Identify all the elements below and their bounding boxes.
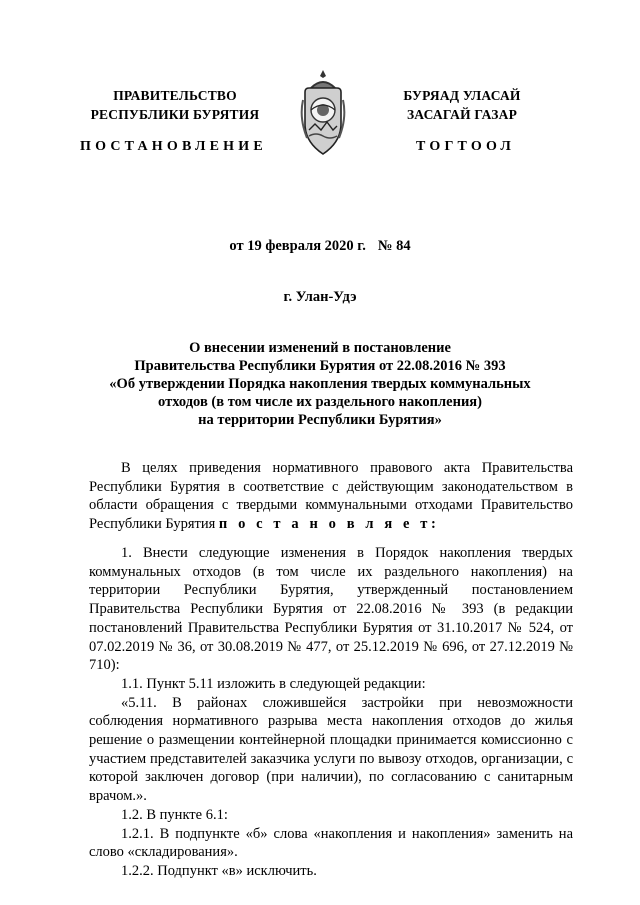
- header-left-line-1: ПРАВИТЕЛЬСТВО: [113, 88, 237, 103]
- header-right: [372, 86, 552, 124]
- title-line: Правительства Республики Бурятия от 22.08.2016 № 393: [134, 358, 506, 374]
- header-right-line-2: ЗАСАГАЙ ГАЗАР: [406, 107, 518, 122]
- paragraph: 1.2.2. Подпункт «в» исключить.: [121, 862, 317, 879]
- title-line: О внесении изменений в постановление: [189, 340, 451, 356]
- intro-text: В целях приведения нормативного правового акта Правительства Республики Бурятия в соответствие с действующим законодательством в области обращения с твердыми коммунальными отходами Правительство Республики Бурятия: [89, 460, 573, 533]
- document-number: № 84: [377, 238, 411, 254]
- header-left: [80, 86, 270, 124]
- title-line: отходов (в том числе их раздельного накопления): [158, 394, 482, 410]
- title-line: на территории Республики Бурятия»: [198, 412, 442, 428]
- coat-of-arms-icon: [297, 66, 349, 162]
- paragraph: 1.1. Пункт 5.11 изложить в следующей редакции:: [121, 675, 426, 692]
- document-date: от 19 февраля 2020 г.: [229, 238, 366, 254]
- header-left-line-2: РЕСПУБЛИКИ БУРЯТИЯ: [90, 107, 260, 122]
- title-line: «Об утверждении Порядка накопления твердых коммунальных: [109, 376, 531, 392]
- header-right-line-1: БУРЯАД УЛАСАЙ: [403, 88, 521, 103]
- date-line: [60, 238, 580, 255]
- paragraph: 1. Внести следующие изменения в Порядок накопления твердых коммунальных отходов (в том числе их раздельного накопления) на территории Республики Бурятия, утвержденный постановлением Правительства Республики Бурятия от 22.08.2016 № 393 (в редакции постановлений Правительства Республики Бурятия от 31.10.2017 № 524, от 07.02.2019 № 36, от 30.08.2019 № 477, от 25.12.2019 № 696, от 27.12.2019 № 710):: [89, 545, 573, 674]
- document-body: [89, 544, 573, 881]
- city-line: г. Улан-Удэ: [283, 289, 357, 305]
- intro-paragraph: [89, 459, 573, 534]
- paragraph: «5.11. В районах сложившейся застройки при невозможности соблюдения нормативного разрыва места накопления отходов до жилья решение о размещении контейнерной площадки принимается комиссионно с участием представителей заказчика услуги по вывозу отходов, организации, с которой заключен договор (при наличии), по согласованию с санитарным врачом.».: [89, 694, 573, 805]
- document-title: [60, 339, 580, 429]
- paragraph: 1.2. В пункте 6.1:: [121, 806, 228, 823]
- intro-emphasis: п о с т а н о в л я е т:: [218, 516, 440, 533]
- paragraph: 1.2.1. В подпункте «б» слова «накопления и накопления» заменить на слово «складирования».: [89, 825, 573, 861]
- doctype-right: ТОГТООЛ: [416, 139, 516, 154]
- doctype-left: ПОСТАНОВЛЕНИЕ: [80, 139, 267, 154]
